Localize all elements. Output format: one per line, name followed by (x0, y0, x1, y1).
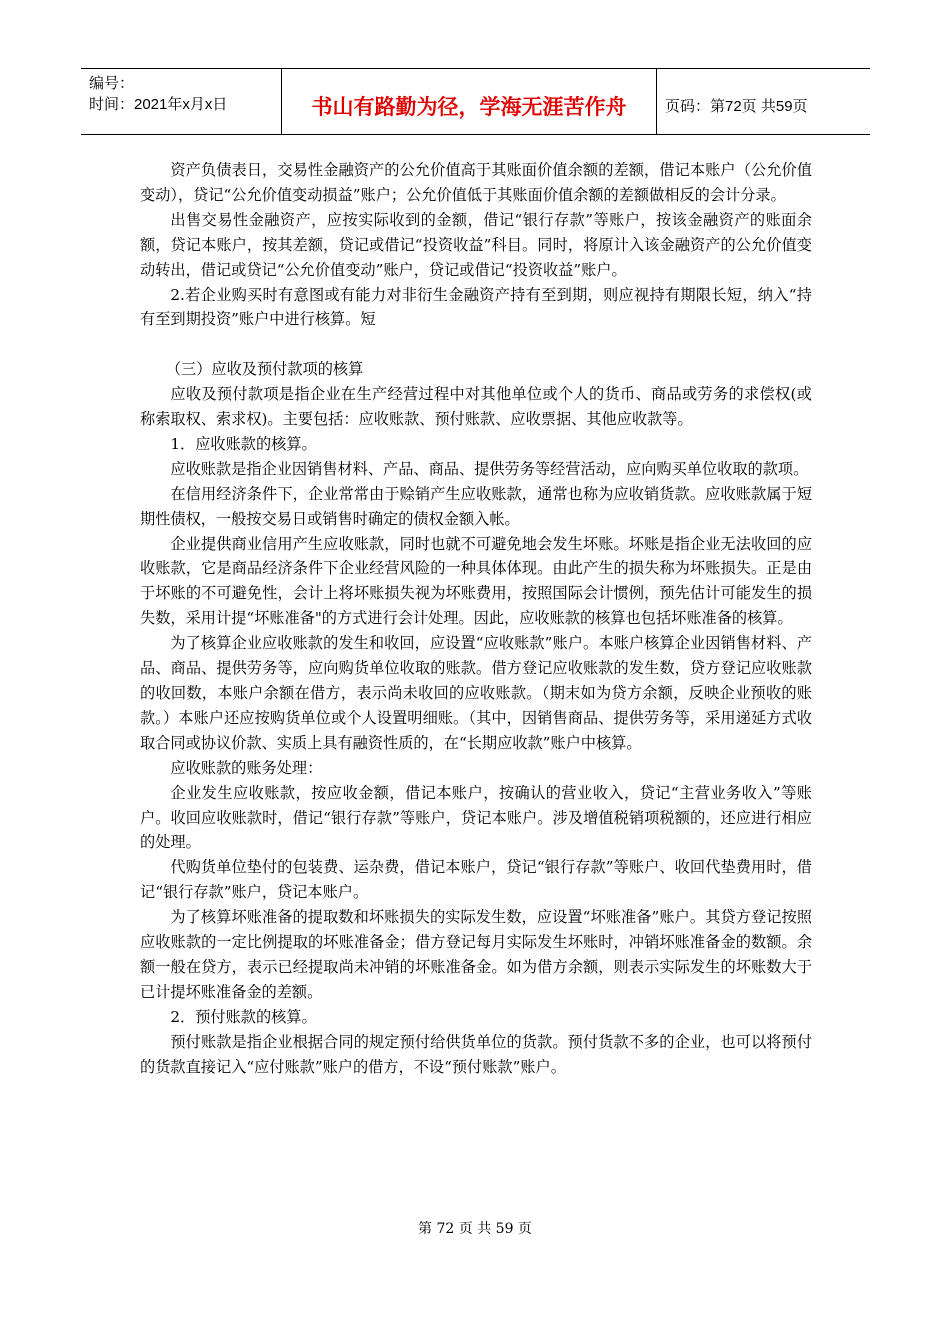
header-page-cell (657, 69, 870, 134)
subsection-heading: 1．应收账款的核算。 (170, 434, 317, 453)
page-header (81, 68, 870, 135)
paragraph: 在信用经济条件下，企业常常由于赊销产生应收账款，通常也称为应收销货款。应收账款属于短期性债权，一般按交易日或销售时确定的债权金额入帐。 (140, 484, 812, 528)
paragraph: 应收账款是指企业因销售材料、产品、商品、提供劳务等经营活动，应向购买单位收取的款项。 (170, 459, 809, 478)
header-motto: 书山有路勤为径，学海无涯苦作舟 (311, 94, 627, 119)
paragraph: 企业发生应收账款，按应收金额，借记本账户，按确认的营业收入，贷记“主营业务收入”等账户。收回应收账款时，借记“银行存款”等账户，贷记本账户。涉及增值税销项税额的，还应进行相应的处理。 (140, 783, 812, 852)
document-time-label: 时间：2021年x月x日 (89, 96, 228, 113)
paragraph: 资产负债表日，交易性金融资产的公允价值高于其账面价值余额的差额，借记本账户（公允价值变动），贷记“公允价值变动损益”账户；公允价值低于其账面价值余额的差额做相反的会计分录。 (140, 161, 812, 204)
paragraph: 为了核算企业应收账款的发生和收回，应设置“应收账款”账户。本账户核算企业因销售材料、产品、商品、提供劳务等，应向购货单位收取的账款。借方登记应收账款的发生数，贷方登记应收账款的收回数，本账户余额在借方，表示尚未收回的应收账款。（期末如为贷方余额，反映企业预收的账款。）本账户还应按购货单位或个人设置明细账。（其中，因销售商品、提供劳务等，采用递延方式收取合同或协议价款、实质上具有融资性质的，在“长期应收款”账户中核算。 (140, 634, 812, 752)
header-page-label: 页码：第72页 共59页 (665, 98, 808, 115)
header-meta-cell (81, 69, 282, 134)
paragraph: 为了核算坏账准备的提取数和坏账损失的实际发生数，应设置“坏账准备”账户。其贷方登记按照应收账款的一定比例提取的坏账准备金；借方登记每月实际发生坏账时，冲销坏账准备金的数额。余额一般在贷方，表示已经提取尚未冲销的坏账准备金。如为借方余额，则表示实际发生的坏账数大于已计提坏账准备金的差额。 (140, 908, 812, 1001)
section-heading: （三）应收及预付款项的核算 (165, 360, 364, 379)
document-body (140, 158, 812, 1080)
paragraph: 应收及预付款项是指企业在生产经营过程中对其他单位或个人的货币、商品或劳务的求偿权(或称索取权、索求权)。主要包括：应收账款、预付账款、应收票据、其他应收款等。 (140, 385, 812, 429)
paragraph: 代购货单位垫付的包装费、运杂费，借记本账户，贷记“银行存款”等账户、收回代垫费用时，借记“银行存款”账户，贷记本账户。 (140, 858, 812, 902)
paragraph: 出售交易性金融资产，应按实际收到的金额，借记“银行存款”等账户，按该金融资产的账面余额，贷记本账户，按其差额，贷记或借记“投资收益”科目。同时，将原计入该金融资产的公允价值变动转出，借记或贷记“公允价值变动”账户，贷记或借记“投资收益”账户。 (140, 210, 812, 279)
paragraph: 应收账款的账务处理： (170, 758, 323, 777)
paragraph: 企业提供商业信用产生应收账款，同时也就不可避免地会发生坏账。坏账是指企业无法收回的应收账款，它是商品经济条件下企业经营风险的一种具体体现。由此产生的损失称为坏账损失。正是由于坏账的不可避免性，会计上将坏账损失视为坏账费用，按照国际会计惯例，预先估计可能发生的损失数，采用计提“坏账准备"的方式进行会计处理。因此，应收账款的核算也包括坏账准备的核算。 (140, 534, 812, 628)
header-motto-cell (282, 69, 657, 134)
paragraph: 预付账款是指企业根据合同的规定预付给供货单位的货款。预付货款不多的企业，也可以将预付的货款直接记入“应付账款”账户的借方，不设“预付账款”账户。 (140, 1032, 812, 1076)
subsection-heading: 2．预付账款的核算。 (170, 1007, 317, 1026)
document-number-label: 编号： (89, 75, 135, 92)
paragraph: 2.若企业购买时有意图或有能力对非衍生金融资产持有至到期，则应视持有期限长短，纳入“持有至到期投资”账户中进行核算。短 (140, 285, 812, 329)
page-footer: 第 72 页 共 59 页 (418, 1221, 532, 1237)
